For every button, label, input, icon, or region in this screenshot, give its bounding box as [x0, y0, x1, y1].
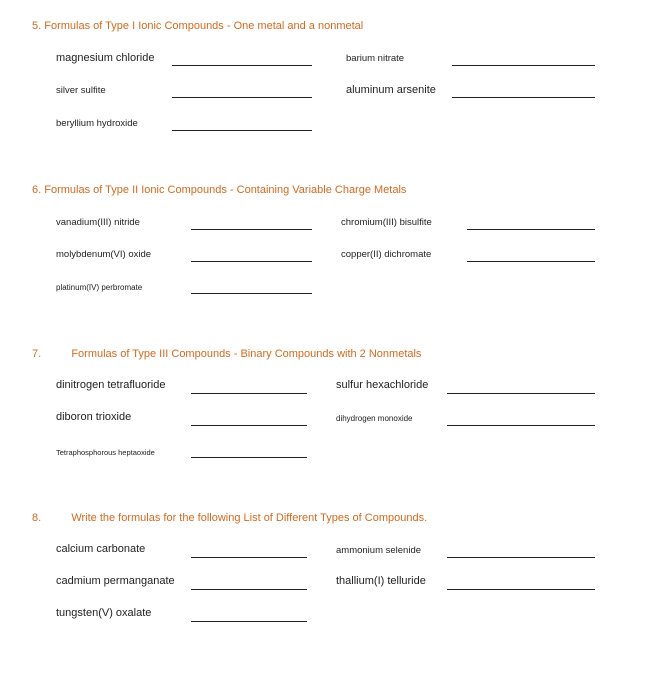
answer-blank[interactable]	[447, 425, 595, 426]
compound-label: barium nitrate	[346, 53, 405, 64]
compound-label: dihydrogen monoxide	[336, 414, 413, 423]
answer-blank[interactable]	[452, 97, 595, 98]
compound-label: vanadium(III) nitride	[56, 217, 140, 228]
answer-blank[interactable]	[467, 261, 595, 262]
answer-blank[interactable]	[467, 229, 595, 230]
compound-label: copper(II) dichromate	[341, 249, 432, 260]
compound-label: Tetraphosphorous heptaoxide	[56, 448, 155, 457]
compound-label: ammonium selenide	[336, 545, 422, 556]
compound-label: dinitrogen tetrafluoride	[56, 379, 166, 391]
answer-blank[interactable]	[447, 589, 595, 590]
answer-blank[interactable]	[191, 621, 307, 622]
compound-label: aluminum arsenite	[346, 84, 436, 96]
compound-label: silver sulfite	[56, 85, 106, 96]
answer-blank[interactable]	[447, 393, 595, 394]
section-title: Formulas of Type III Compounds - Binary Compounds with 2 Nonmetals	[71, 348, 422, 360]
answer-blank[interactable]	[191, 557, 307, 558]
compound-label: sulfur hexachloride	[336, 379, 429, 391]
compound-label: calcium carbonate	[56, 543, 146, 555]
answer-blank[interactable]	[191, 393, 307, 394]
answer-blank[interactable]	[172, 97, 312, 98]
answer-blank[interactable]	[447, 557, 595, 558]
answer-blank[interactable]	[452, 65, 595, 66]
answer-blank[interactable]	[191, 293, 312, 294]
answer-blank[interactable]	[191, 261, 312, 262]
answer-blank[interactable]	[172, 130, 312, 131]
section-title: Formulas of Type II Ionic Compounds - Containing Variable Charge Metals	[44, 184, 407, 196]
compound-label: thallium(I) telluride	[336, 575, 426, 587]
compound-label: chromium(III) bisulfite	[341, 217, 432, 228]
compound-label: tungsten(V) oxalate	[56, 607, 152, 619]
answer-blank[interactable]	[191, 589, 307, 590]
section-7-heading	[32, 348, 421, 360]
compound-label: molybdenum(VI) oxide	[56, 249, 152, 260]
answer-blank[interactable]	[191, 425, 307, 426]
compound-label: magnesium chloride	[56, 52, 155, 64]
section-6-heading	[32, 184, 406, 196]
section-5-heading	[32, 20, 363, 32]
answer-blank[interactable]	[191, 229, 312, 230]
section-8-heading	[32, 512, 427, 524]
section-title: Formulas of Type I Ionic Compounds - One metal and a nonmetal	[44, 20, 364, 32]
section-number: 7.	[32, 348, 42, 360]
section-number: 8.	[32, 512, 42, 524]
compound-label: diboron trioxide	[56, 411, 132, 423]
section-title: Write the formulas for the following List of Different Types of Compounds.	[71, 512, 428, 524]
section-number: 6.	[32, 184, 42, 196]
compound-label: platinum(IV) perbromate	[56, 283, 143, 292]
answer-blank[interactable]	[172, 65, 312, 66]
answer-blank[interactable]	[191, 457, 307, 458]
compound-label: cadmium permanganate	[56, 575, 175, 587]
compound-label: beryllium hydroxide	[56, 118, 138, 129]
section-number: 5.	[32, 20, 42, 32]
